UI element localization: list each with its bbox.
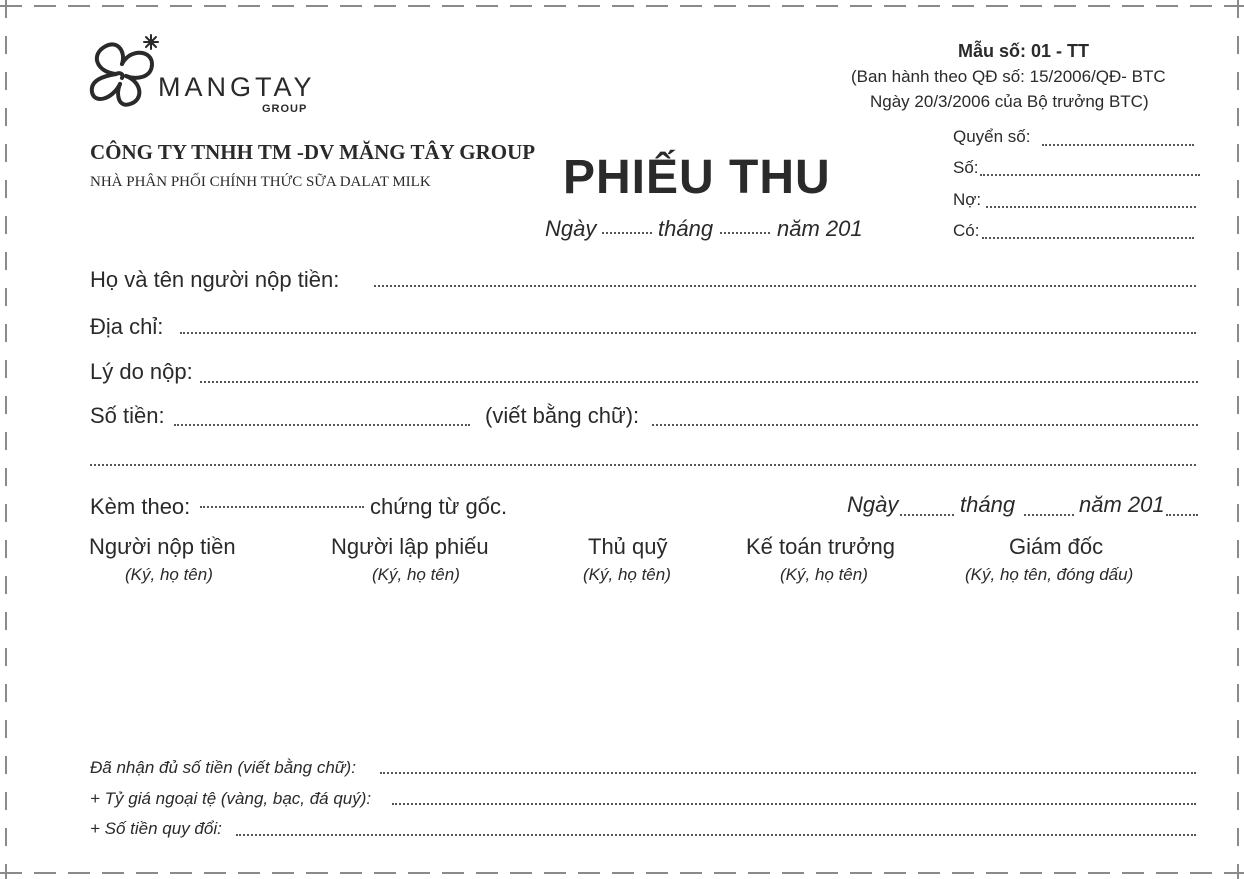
book-number-line[interactable] xyxy=(1042,144,1194,146)
signature-payer-title: Người nộp tiền xyxy=(89,534,236,559)
attach-label: Kèm theo: xyxy=(90,494,191,519)
date-month-label: tháng xyxy=(658,216,714,241)
signature-chief-accountant-title: Kế toán trưởng xyxy=(746,534,896,559)
book-number-label: Quyển số: xyxy=(953,127,1031,146)
exchange-rate-line[interactable] xyxy=(392,803,1196,805)
address-label: Địa chỉ: xyxy=(90,314,164,339)
reason-line[interactable] xyxy=(200,381,1198,383)
reason-label: Lý do nộp: xyxy=(90,359,193,384)
amount-label: Số tiền: xyxy=(90,403,165,428)
amount-line[interactable] xyxy=(174,424,470,426)
debit-line[interactable] xyxy=(986,206,1196,208)
form-decree: (Ban hành theo QĐ số: 15/2006/QĐ- BTC xyxy=(851,67,1166,86)
sign-date-year-label: năm 201 xyxy=(1079,492,1165,517)
signature-preparer-title: Người lập phiếu xyxy=(331,534,489,559)
serial-number-line[interactable] xyxy=(980,174,1200,176)
cut-border-left xyxy=(0,0,8,879)
sign-date-day-line[interactable] xyxy=(900,514,954,516)
attach-count-line[interactable] xyxy=(200,506,364,508)
signature-cashier-title: Thủ quỹ xyxy=(588,534,668,559)
date-day-label: Ngày xyxy=(545,216,597,241)
cut-border-right xyxy=(1236,0,1244,879)
company-name: CÔNG TY TNHH TM -DV MĂNG TÂY GROUP xyxy=(90,140,536,164)
signature-director-title: Giám đốc xyxy=(1009,534,1104,559)
amount-words-line[interactable] xyxy=(652,424,1198,426)
debit-label: Nợ: xyxy=(953,190,982,209)
signature-chief-accountant-note: (Ký, họ tên) xyxy=(780,565,868,584)
payer-line[interactable] xyxy=(374,285,1196,287)
date-month-line[interactable] xyxy=(720,232,770,234)
amount-words-label: (viết bằng chữ): xyxy=(485,403,640,428)
amount-words-line-2[interactable] xyxy=(90,464,1196,466)
received-label: Đã nhận đủ số tiền (viết bằng chữ): xyxy=(90,758,356,777)
converted-amount-line[interactable] xyxy=(236,834,1196,836)
payer-label: Họ và tên người nộp tiền: xyxy=(90,267,340,292)
converted-amount-label: + Số tiền quy đổi: xyxy=(90,819,222,838)
signature-preparer-note: (Ký, họ tên) xyxy=(372,565,460,584)
hibiscus-logo-icon xyxy=(86,34,162,114)
logo-sub: GROUP xyxy=(262,103,308,115)
cut-border-top xyxy=(0,0,1244,8)
form-decree-date: Ngày 20/3/2006 của Bộ trưởng BTC) xyxy=(870,92,1149,111)
sign-date-day-label: Ngày xyxy=(847,492,899,517)
signature-payer-note: (Ký, họ tên) xyxy=(125,565,213,584)
date-year-label: năm 201 xyxy=(777,216,863,241)
sign-date-month-line[interactable] xyxy=(1024,514,1074,516)
signature-director-note: (Ký, họ tên, đóng dấu) xyxy=(965,565,1134,584)
serial-number-label: Số: xyxy=(953,158,979,177)
signature-cashier-note: (Ký, họ tên) xyxy=(583,565,671,584)
credit-label: Có: xyxy=(953,221,980,240)
received-line[interactable] xyxy=(380,772,1196,774)
cut-border-bottom xyxy=(0,871,1244,879)
company-tagline: NHÀ PHÂN PHỐI CHÍNH THỨC SỮA DALAT MILK xyxy=(90,174,431,190)
address-line[interactable] xyxy=(180,332,1196,334)
exchange-rate-label: + Tỷ giá ngoại tệ (vàng, bạc, đá quý): xyxy=(90,789,372,808)
logo-brand: MANGTAY xyxy=(158,72,316,102)
form-code: Mẫu số: 01 - TT xyxy=(958,41,1090,61)
sign-date-month-label: tháng xyxy=(960,492,1016,517)
sign-date-year-line[interactable] xyxy=(1166,514,1198,516)
date-day-line[interactable] xyxy=(602,232,652,234)
page-title: PHIẾU THU xyxy=(563,151,831,204)
credit-line[interactable] xyxy=(982,237,1194,239)
attach-suffix: chứng từ gốc. xyxy=(370,494,508,519)
